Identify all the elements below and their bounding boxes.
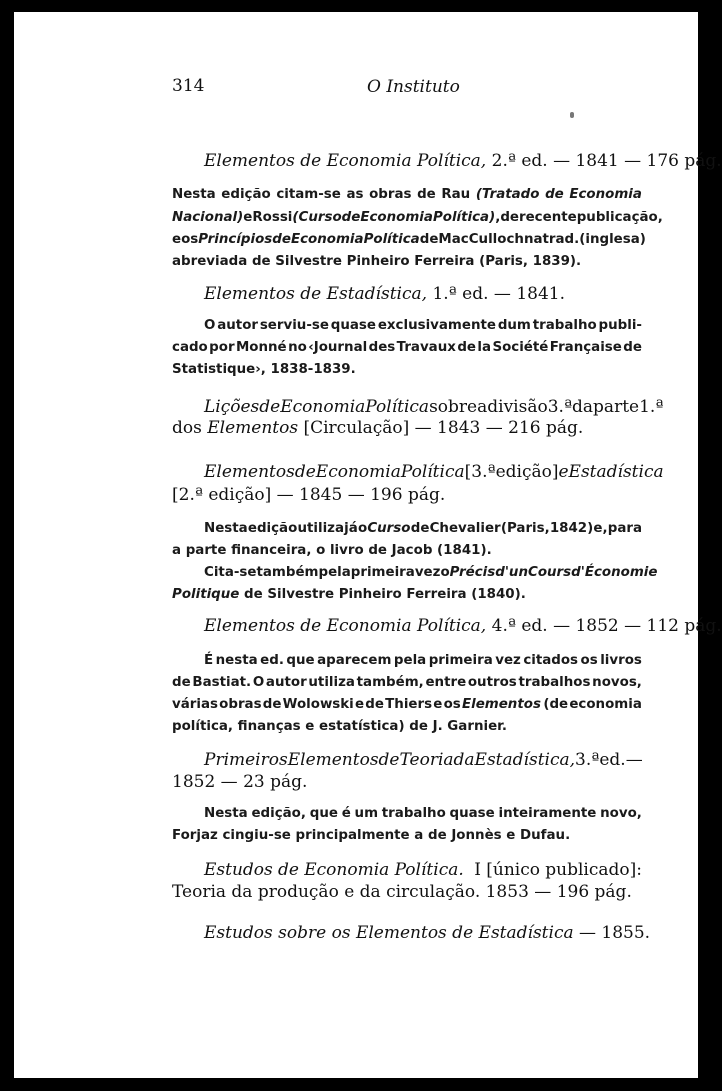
line-word: edição — [221, 187, 271, 202]
line-word: divisão — [487, 397, 548, 417]
line-word: Política — [363, 232, 420, 247]
line-word: já — [344, 521, 358, 536]
line-word: edição] — [495, 462, 559, 482]
text-segment: 2.ª ed. — 1841 — 176 pág. — [486, 151, 722, 171]
line-word: primeira — [350, 565, 415, 580]
line-word: primeira — [428, 653, 493, 668]
text-segment: Teoria da produção e da circulação. 1853 — 196 pág. — [172, 882, 632, 902]
line-word: ed. — [599, 750, 626, 770]
line-word: Bastiat. — [192, 675, 252, 690]
line-word: Economia — [290, 232, 364, 247]
line-word: ‹Journal — [308, 340, 368, 355]
line-word: que — [286, 653, 315, 668]
line-word: de — [457, 340, 476, 355]
line-word: e, — [593, 521, 608, 536]
page-number: 314 — [172, 76, 205, 96]
line-word: I — [474, 860, 481, 880]
line-word: — — [625, 750, 643, 770]
line-word: Monné — [235, 340, 287, 355]
line-word: publi- — [598, 318, 642, 333]
text-segment: Elementos de Economia Política, — [204, 616, 487, 636]
line-word: Cita-se — [204, 565, 257, 580]
line-word: trad. — [542, 232, 580, 247]
text-segment: a parte financeira, o livro de Jacob (1841). — [172, 543, 492, 558]
line-word: de — [278, 860, 299, 880]
entry-body-line — [172, 587, 526, 602]
line-word: pela — [318, 565, 351, 580]
line-word: de — [259, 397, 281, 417]
line-word: os — [181, 232, 199, 247]
line-word: utiliza — [308, 675, 355, 690]
line-word: e — [354, 697, 365, 712]
line-word: de — [272, 232, 291, 247]
line-word: na — [523, 232, 543, 247]
line-word: Estadística, — [474, 750, 576, 770]
line-word: de — [500, 210, 519, 225]
entry-body-line — [204, 565, 658, 580]
line-word: entre — [425, 675, 467, 690]
line-word: de — [545, 187, 564, 202]
line-word: Economia — [315, 462, 401, 482]
line-word: Thiers — [385, 697, 433, 712]
line-word: da — [572, 397, 594, 417]
line-word: o — [357, 521, 368, 536]
line-word: Rossi — [252, 210, 293, 225]
line-word: dum — [497, 318, 531, 333]
line-word: Nesta — [204, 806, 248, 821]
line-word: recente — [518, 210, 577, 225]
entry-body-line — [172, 254, 581, 269]
line-word: de — [294, 462, 316, 482]
line-word: (inglesa) — [579, 232, 646, 247]
line-word: Elementos — [287, 750, 379, 770]
entry-body-line — [172, 340, 642, 355]
line-word: também — [256, 565, 319, 580]
entry-title-line — [204, 860, 642, 880]
line-word: de — [172, 675, 191, 690]
line-word: de — [341, 210, 361, 225]
line-word: novo, — [600, 806, 642, 821]
line-word: Economia — [360, 210, 433, 225]
entry-title-line — [172, 772, 307, 792]
line-word: obras — [219, 697, 262, 712]
line-word: Primeiros — [204, 750, 288, 770]
line-word: 1842) — [549, 521, 594, 536]
text-segment: abreviada de Silvestre Pinheiro Ferreira (Paris, 1839). — [172, 254, 582, 269]
line-word: Rau — [441, 187, 471, 202]
text-segment: Elementos — [207, 418, 299, 438]
line-word: de — [417, 187, 436, 202]
line-word: o — [440, 565, 450, 580]
entry-title-line — [204, 284, 565, 304]
entry-title-line — [204, 923, 650, 943]
line-word: os — [580, 653, 598, 668]
line-word: Société — [492, 340, 549, 355]
line-word: Elementos — [204, 462, 295, 482]
entry-body-line — [172, 187, 642, 202]
text-segment: de Silvestre Pinheiro Ferreira (1840). — [239, 587, 526, 602]
entry-body-line — [204, 653, 642, 668]
line-word: as — [346, 187, 364, 202]
entry-title-line — [172, 485, 445, 505]
line-word: Política. — [394, 860, 464, 880]
line-word: edição, — [251, 806, 306, 821]
line-word: ed. — [260, 653, 284, 668]
line-word: quase — [449, 806, 495, 821]
line-word: de — [262, 697, 282, 712]
line-word: um — [354, 806, 379, 821]
entry-title-line — [172, 882, 632, 902]
line-word: d'Économie — [571, 565, 658, 580]
line-word: outros — [467, 675, 517, 690]
text-segment: [2.ª edição] — 1845 — 196 pág. — [172, 485, 446, 505]
entry-title-line — [204, 151, 722, 171]
line-word: Nesta — [204, 521, 248, 536]
line-word: Nesta — [172, 187, 216, 202]
text-segment: [Circulação] — 1843 — 216 pág. — [298, 418, 584, 438]
line-word: sobre — [429, 397, 478, 417]
line-word: pela — [393, 653, 427, 668]
line-word: de — [410, 521, 430, 536]
line-word: [único — [486, 860, 540, 880]
book-page — [14, 12, 722, 1078]
line-word: várias — [172, 697, 218, 712]
line-word: Economia — [304, 860, 390, 880]
line-word: citam-se — [276, 187, 341, 202]
line-word: Travaux — [396, 340, 456, 355]
line-word: novos, — [592, 675, 642, 690]
line-word: é — [341, 806, 351, 821]
line-word: economia — [569, 697, 642, 712]
line-word: O — [252, 675, 265, 690]
text-segment: 1852 — 23 pág. — [172, 772, 308, 792]
line-word: os — [443, 697, 461, 712]
line-word: (Tratado — [475, 187, 540, 202]
line-word: Política) — [432, 210, 496, 225]
line-word: 3.ª — [547, 397, 573, 417]
line-word: livros — [600, 653, 642, 668]
line-word: d'un — [495, 565, 528, 580]
line-word: [3.ª — [464, 462, 496, 482]
text-segment: Statistique›, 1838-1839. — [172, 362, 356, 377]
line-word: cado — [172, 340, 208, 355]
line-word: e — [172, 232, 182, 247]
line-word: e — [433, 697, 443, 712]
line-word: Elementos — [461, 697, 541, 712]
line-word: 1.ª — [639, 397, 664, 417]
line-word: serviu-se — [259, 318, 329, 333]
line-word: 3.ª — [575, 750, 600, 770]
line-word: parte — [593, 397, 640, 417]
line-word: no — [288, 340, 307, 355]
line-word: inteiramente — [498, 806, 597, 821]
text-segment: política, finanças e estatística) de J. Garnier. — [172, 719, 507, 734]
line-word: quase — [330, 318, 376, 333]
text-segment: Politique — [172, 587, 240, 602]
line-word: Estudos — [204, 860, 273, 880]
line-word: (Curso — [292, 210, 342, 225]
entry-body-line — [204, 806, 642, 821]
line-word: da — [453, 750, 475, 770]
line-word: que — [309, 806, 338, 821]
entry-body-line — [172, 675, 642, 690]
line-word: vez — [414, 565, 441, 580]
line-word: autor — [265, 675, 307, 690]
line-word: trabalho — [381, 806, 446, 821]
line-word: , — [495, 210, 501, 225]
line-word: la — [477, 340, 492, 355]
line-word: Wolowski — [282, 697, 354, 712]
entry-body-line — [172, 719, 507, 734]
line-word: autor — [217, 318, 258, 333]
entry-body-line — [204, 521, 642, 536]
text-segment: — 1855. — [573, 923, 651, 943]
text-segment: dos — [172, 418, 208, 438]
line-word: Française — [549, 340, 622, 355]
line-word: publicado]: — [545, 860, 642, 880]
line-word: Princípios — [198, 232, 273, 247]
line-word: Política — [400, 462, 465, 482]
line-word: Economia — [569, 187, 642, 202]
entry-title-line — [204, 750, 642, 770]
text-segment: 1.ª ed. — 1841. — [427, 284, 565, 304]
entry-body-line — [172, 543, 492, 558]
line-word: e — [243, 210, 253, 225]
entry-title-line — [204, 462, 664, 482]
entry-body-line — [172, 232, 646, 247]
line-word: O — [204, 318, 216, 333]
entry-title-line — [172, 418, 583, 438]
line-word: Estadística — [568, 462, 664, 482]
line-word: des — [368, 340, 396, 355]
text-segment: Estudos sobre os Elementos de Estadística — [204, 923, 574, 943]
line-word: de — [378, 750, 400, 770]
line-word: publicação, — [576, 210, 663, 225]
entry-body-line — [172, 828, 570, 843]
line-word: de — [365, 697, 384, 712]
line-word: Précis — [449, 565, 496, 580]
line-word: Economia — [280, 397, 366, 417]
line-word: Curso — [367, 521, 411, 536]
line-word: Mac — [438, 232, 469, 247]
line-word: (Paris, — [500, 521, 550, 536]
paper-speck — [570, 112, 574, 118]
line-word: de — [623, 340, 642, 355]
line-word: obras — [369, 187, 412, 202]
text-segment: Elementos de Estadística, — [204, 284, 428, 304]
line-word: Nacional) — [172, 210, 244, 225]
line-word: vez — [495, 653, 521, 668]
line-word: e — [558, 462, 569, 482]
line-word: a — [477, 397, 488, 417]
line-word: nesta — [215, 653, 258, 668]
entry-body-line — [172, 362, 356, 377]
line-word: por — [209, 340, 235, 355]
entry-body-line — [172, 210, 663, 225]
entry-body-line — [204, 318, 642, 333]
line-word: Culloch — [468, 232, 524, 247]
text-segment: Forjaz cingiu-se principalmente a de Jonnès e Dufau. — [172, 828, 571, 843]
text-segment: Elementos de Economia Política, — [204, 151, 487, 171]
entry-title-line — [204, 616, 722, 636]
line-word: Política — [365, 397, 430, 417]
running-title: O Instituto — [367, 77, 460, 97]
line-word: (de — [543, 697, 569, 712]
line-word: de — [419, 232, 439, 247]
line-word: edição — [247, 521, 298, 536]
line-word: exclusivamente — [377, 318, 496, 333]
text-segment: 4.ª ed. — 1852 — 112 pág. — [486, 616, 722, 636]
line-word: aparecem — [317, 653, 392, 668]
line-word: É — [204, 653, 214, 668]
line-word: para — [607, 521, 642, 536]
line-word: Lições — [204, 397, 260, 417]
line-word: Chevalier — [429, 521, 501, 536]
line-word: utiliza — [297, 521, 344, 536]
line-word: trabalhos — [518, 675, 591, 690]
line-word: trabalho — [532, 318, 597, 333]
line-word: Teoria — [399, 750, 454, 770]
line-word: citados — [523, 653, 579, 668]
line-word: também, — [356, 675, 424, 690]
entry-body-line — [172, 697, 642, 712]
entry-title-line — [204, 397, 664, 417]
line-word: Cours — [528, 565, 572, 580]
